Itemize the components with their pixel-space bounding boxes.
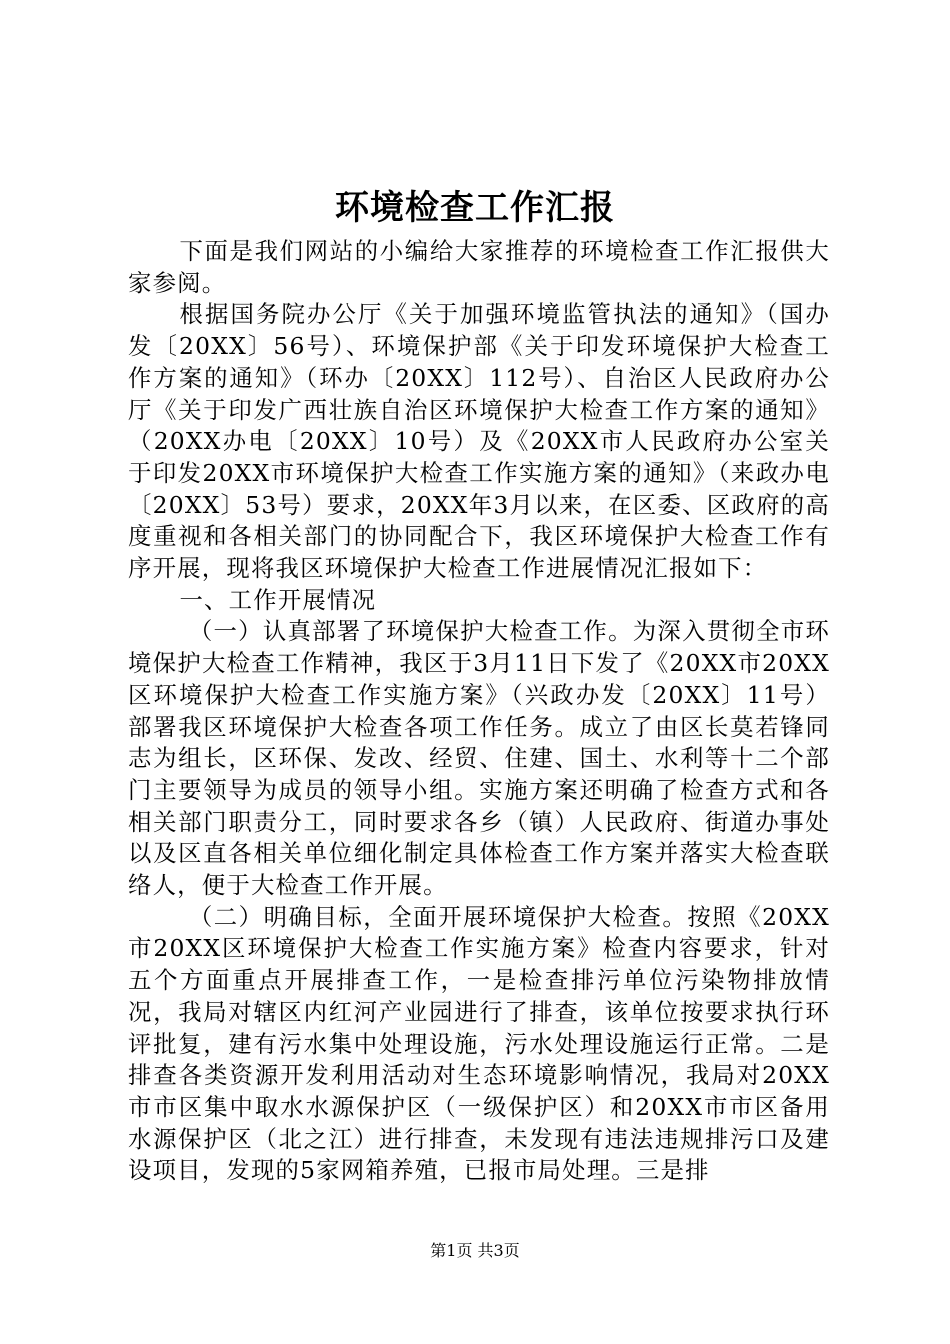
- basis-paragraph: 根据国务院办公厅《关于加强环境监管执法的通知》（国办发〔20XX〕56号）、环境保护部《关于印发环境保护大检查工作方案的通知》（环办〔20XX〕112号）、自治区人民政府办公厅《关于印发广西壮族自治区环境保护大检查工作方案的通知》（20XX办电〔20XX〕10号）及《20XX市人民政府办公室关于印发20XX市环境保护大检查工作实施方案的通知》（来政办电〔20XX〕53号）要求，20XX年3月以来，在区委、区政府的高度重视和各相关部门的协同配合下，我区环境保护大检查工作有序开展，现将我区环境保护大检查工作进展情况汇报如下：: [128, 300, 830, 583]
- intro-paragraph: 下面是我们网站的小编给大家推荐的环境检查工作汇报供大家参阅。: [128, 237, 830, 297]
- subsection-paragraph-1: （一）认真部署了环境保护大检查工作。为深入贯彻全市环境保护大检查工作精神，我区于3月11日下发了《20XX市20XX区环境保护大检查工作实施方案》（兴政办发〔20XX〕11号）部署我区环境保护大检查各项工作任务。成立了由区长莫若锋同志为组长，区环保、发改、经贸、住建、国土、水利等十二个部门主要领导为成员的领导小组。实施方案还明确了检查方式和各相关部门职责分工，同时要求各乡（镇）人民政府、街道办事处以及区直各相关单位细化制定具体检查工作方案并落实大检查联络人，便于大检查工作开展。: [128, 617, 830, 900]
- page-number-footer: 第1页 共3页: [430, 1241, 520, 1260]
- subsection-paragraph-2: （二）明确目标，全面开展环境保护大检查。按照《20XX市20XX区环境保护大检查工作实施方案》检查内容要求，针对五个方面重点开展排查工作，一是检查排污单位污染物排放情况，我局对辖区内红河产业园进行了排查，该单位按要求执行环评批复，建有污水集中处理设施，污水处理设施运行正常。二是排查各类资源开发利用活动对生态环境影响情况，我局对20XX市市区集中取水水源保护区（一级保护区）和20XX市市区备用水源保护区（北之江）进行排查，未发现有违法违规排污口及建设项目，发现的5家网箱养殖，已报市局处理。三是排: [128, 902, 830, 1185]
- document-title: 环境检查工作汇报: [335, 188, 615, 228]
- document-body: [128, 236, 830, 1187]
- section-heading: 一、工作开展情况: [179, 585, 377, 614]
